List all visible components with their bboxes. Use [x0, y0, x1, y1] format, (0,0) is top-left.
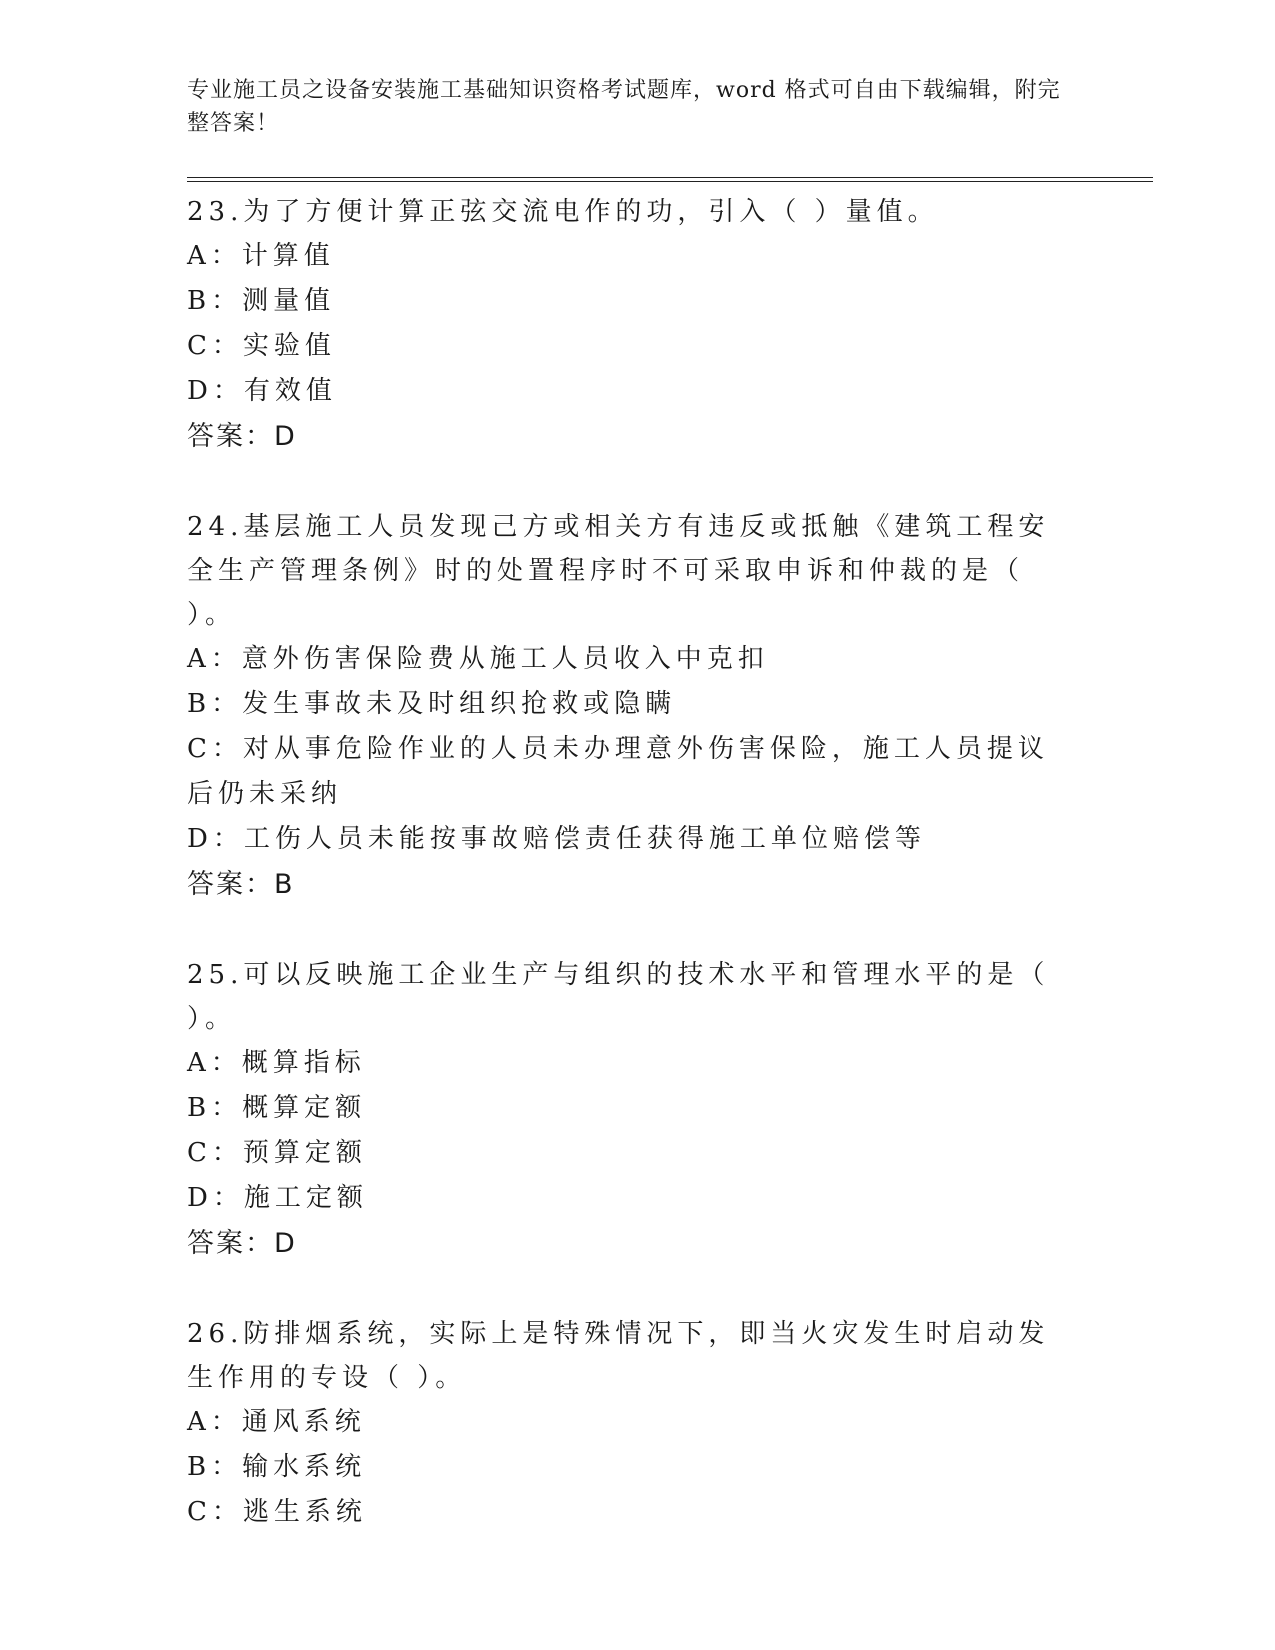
option-b: B：发生事故未及时组织抢救或隐瞒: [187, 689, 677, 719]
option-d: D：工伤人员未能按事故赔偿责任获得施工单位赔偿等: [187, 824, 926, 854]
option-a: A：通风系统: [187, 1407, 366, 1437]
answer: 答案：D: [187, 421, 297, 452]
option-c: C：预算定额: [187, 1138, 367, 1168]
option-c: C：实验值: [187, 331, 336, 361]
question-text: 24.基层施工人员发现己方或相关方有违反或抵触《建筑工程安全生产管理条例》时的处置程序时不可采取申诉和仲裁的是（ ）。: [187, 512, 1050, 630]
option-b: B：测量值: [187, 286, 336, 316]
option-a: A：计算值: [187, 241, 335, 271]
question-24: [187, 505, 1077, 908]
option-b: B：概算定额: [187, 1093, 367, 1123]
question-23: [187, 190, 1077, 460]
option-b: B：输水系统: [187, 1452, 367, 1482]
question-text: 26.防排烟系统，实际上是特殊情况下，即当火灾发生时启动发生作用的专设（ ）。: [187, 1319, 1050, 1393]
option-c: C：逃生系统: [187, 1497, 367, 1527]
option-d: D：有效值: [187, 376, 337, 406]
document-header: 专业施工员之设备安装施工基础知识资格考试题库，word 格式可自由下载编辑，附完整答案！: [187, 78, 1061, 136]
answer: 答案：D: [187, 1228, 297, 1259]
question-text: 23.为了方便计算正弦交流电作的功，引入（ ）量值。: [187, 197, 939, 227]
option-d: D：施工定额: [187, 1183, 368, 1213]
question-text: 25.可以反映施工企业生产与组织的技术水平和管理水平的是（ ）。: [187, 960, 1050, 1034]
header-divider: [187, 177, 1153, 182]
answer: 答案：B: [187, 869, 295, 900]
question-list: [187, 190, 1077, 1580]
question-25: [187, 953, 1077, 1267]
option-a: A：概算指标: [187, 1048, 366, 1078]
question-26: [187, 1312, 1077, 1535]
option-c: C：对从事危险作业的人员未办理意外伤害保险，施工人员提议后仍未采纳: [187, 734, 1049, 809]
option-a: A：意外伤害保险费从施工人员收入中克扣: [187, 644, 769, 674]
